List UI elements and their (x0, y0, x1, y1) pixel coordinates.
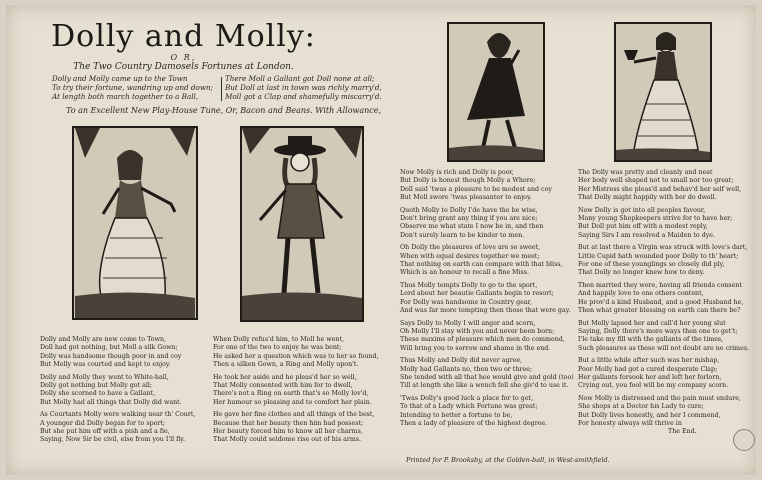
stanza (40, 374, 195, 408)
verse-line: A younger did Dolly began for to sport; (40, 419, 166, 427)
stanza (213, 411, 379, 445)
verse-line: Doll said 'twas a pleasure to be modest and coy (400, 185, 552, 193)
argument-line: There Moll a Gallant got Doll none at all; (225, 74, 375, 83)
verse-line: But at last there a Virgin was struck with love's dart, (578, 244, 748, 252)
verse-line: Intending to better a fortune to be, (400, 411, 513, 419)
verse-line: Her Mistress she pleas'd and behav'd her self well, (578, 185, 742, 193)
verse-line: Don't bring grant any thing if you are nice; (400, 215, 538, 223)
woodcut-woman-dress-icon (72, 126, 198, 320)
verse-line: For one of these younglings so closely did ply, (578, 261, 725, 269)
verse-line: Then married they were, having all friends consent (578, 281, 742, 289)
verse-line: Oh Dolly the pleasures of love are so sweet, (400, 244, 541, 252)
stanza (400, 207, 574, 241)
verse-line: There's not a Ring on earth that's so Molly lov'd, (213, 390, 369, 398)
verse-line: Dolly and Molly are new come to Town, (40, 336, 167, 343)
argument-line: Moll got a Clap and shamefully miscarry'd. (225, 92, 382, 101)
verse-line: He prov'd a kind Husband, and a good Husband he, (578, 298, 744, 306)
argument-line: At length both march together to a Ball, (52, 92, 199, 101)
ballad-title: Dolly and Molly: (51, 19, 316, 54)
verse-line: Will bring you to sorrow and shame in the end. (400, 344, 551, 352)
verse-line: Dolly was handsome though poor in and coy (40, 352, 182, 360)
verse-line: Dolly she scorned to have a Gallant, (40, 390, 156, 398)
verse-line: But Molly lapsed her and call'd her young slut (578, 319, 726, 327)
verse-line: Her gallants forsook her and left her forlorn, (578, 373, 722, 381)
verse-line: That nothing on earth can compare with that bliss, (400, 261, 563, 269)
imprint-line: Printed for P. Brooksby, at the Golden-ball, in West-smithfield. (406, 456, 610, 464)
verse-line: Little Cupid hath wounded poor Dolly to th' heart; (578, 252, 739, 260)
tune-line: To an Excellent New Play-House Tune, Or, Bacon and Beans. With Allowance, (66, 106, 382, 115)
stanza (578, 169, 749, 203)
verse-line: That Molly could seldome rise out of his arms. (213, 436, 362, 444)
verse-column-3 (400, 169, 574, 432)
argument-line: But Doll at last in town was richly marry'd, (225, 83, 382, 92)
verse-line: But Moll swore 'twas pleasanter to enjoy. (400, 194, 532, 202)
library-stamp-icon (733, 429, 755, 451)
verse-line: But Molly was courted and kept to enjoy. (40, 361, 171, 369)
verse-line: For one of the two to enjoy he was bent; (213, 344, 342, 352)
stanza (578, 207, 749, 241)
argument-left (52, 74, 213, 101)
verse-line: That Molly consented with him for to dwell, (213, 382, 353, 390)
verse-line: Because that her beauty then him had possest; (213, 419, 364, 427)
stanza (578, 357, 749, 391)
verse-line: He took her aside and he pleas'd her so well, (213, 373, 357, 381)
verse-line: Till at length she like a wench fell she giv'd to use it. (400, 382, 569, 390)
verse-line: Now Molly is distressed and the pain must endure, (578, 394, 741, 402)
verse-line: Many young Shopkeepers strive for to have her; (578, 215, 733, 223)
verse-column-2 (213, 336, 379, 449)
ballad-subtitle: The Two Country Damosels Fortunes at London. (73, 62, 294, 72)
verse-line: Such pleasures as these will not doubt are no crimes. (578, 344, 750, 352)
verse-line: Oh Molly I'll stay with you and never been born; (400, 327, 555, 335)
verse-line: 'Twas Dolly's good luck a place for to get, (400, 394, 534, 402)
verse-line: Doll had got nothing, but Moll a silk Gown; (40, 344, 178, 352)
verse-line: But a little while after such was her mishap, (578, 357, 720, 365)
verse-line: But Dolly is honest though Molly a Whore; (400, 177, 536, 185)
verse-line: Her body well shaped not to small nor too great; (578, 177, 734, 185)
verse-line: To that of a Lady which Fortune was great; (400, 403, 538, 411)
stanza (40, 336, 195, 370)
verse-line: She tended with all that hee would give and gold (too) (400, 373, 574, 381)
stanza (578, 320, 749, 354)
verse-line: Which is an honour to recall a fine Miss. (400, 269, 529, 277)
or-text: O R, (170, 53, 197, 62)
verse-line: For Dolly was handsome in Country gear, (400, 298, 532, 306)
verse-line: Her humour so pleasing and to comfort her plain. (213, 398, 372, 406)
verse-line: As Courtants Molly were walking near th' Court, (40, 411, 196, 419)
verse-line: Dolly got nothing but Molly got all; (40, 382, 153, 390)
stanza (578, 282, 749, 316)
verse-line: The End. (668, 428, 697, 436)
stanza (40, 411, 195, 445)
stanza (578, 395, 749, 437)
verse-line: When Dolly refus'd him, to Moll he went, (213, 336, 344, 343)
verse-line: But Dolly lives honestly, and her I commend, (578, 411, 721, 419)
verse-line: He asked her a question which was to her so found, (213, 352, 379, 360)
verse-line: Then a silken Gown, a Ring and Molly upon't. (213, 361, 359, 369)
verse-line: Says Dolly to Molly I will anger and scorn, (400, 319, 536, 327)
woodcut-man-cloak-icon (447, 22, 545, 162)
stanza (400, 357, 574, 391)
verse-line: Poor Molly had got a cured desperate Clap; (578, 365, 718, 373)
stanza (400, 244, 574, 278)
broadside-sheet (6, 5, 756, 475)
stanza (213, 336, 379, 370)
verse-line: Don't surely learn to be kinder to men. (400, 231, 525, 239)
verse-line: Observe me what state I now be in, and then (400, 223, 544, 231)
verse-line: Now Dolly is got into all peoples favour, (578, 206, 706, 214)
verse-line: And happily love to one others content, (578, 290, 704, 298)
verse-line: He gave her fine clothes and all things of the best, (213, 411, 375, 419)
verse-column-1 (40, 336, 195, 449)
verse-line: Lord about her beautie Gallants begin to resort; (400, 290, 554, 298)
verse-line: Her beauty forced him to know all her charms, (213, 428, 363, 436)
verse-line: Thus Molly and Dolly did never agree, (400, 357, 523, 365)
verse-line: But Molly had all things that Dolly did want. (40, 398, 182, 406)
verse-line: Then a lady of pleasure of the highest degree. (400, 419, 548, 427)
stanza (213, 374, 379, 408)
verse-column-4 (578, 169, 749, 441)
verse-line: That Dolly no longer knew how to deny. (578, 269, 705, 277)
verse-line: These maxims of pleasure which men do commend, (400, 336, 565, 344)
verse-line: The Dolly was pretty and cleanly and neat (578, 169, 713, 176)
verse-line: Then what greater blessing on earth can there be? (578, 307, 741, 315)
verse-line: Now Molly is rich and Dolly is poor, (400, 169, 514, 176)
argument-right (225, 74, 382, 101)
verse-line: Saying Sirs I am resolved a Maiden to dye. (578, 231, 716, 239)
stanza (400, 282, 574, 316)
verse-line: Saying, Now Sir be civil, else from you I'll fly. (40, 436, 186, 444)
argument-divider (221, 77, 222, 101)
verse-line: Thus Molly tempts Dolly to go to the sport, (400, 281, 538, 289)
verse-line: But she put him off with a pish and a fie, (40, 428, 170, 436)
woodcut-lady-cup-icon (614, 22, 712, 162)
argument-line: Dolly and Molly came up to the Town (52, 74, 188, 83)
verse-line: Quoth Molly to Dolly I'de have the be wise, (400, 206, 538, 214)
verse-line: Crying out, you fool will be my company scorn. (578, 382, 729, 390)
stanza (400, 169, 574, 203)
verse-line: That Dolly might happily with her do dwell. (578, 194, 717, 202)
verse-line: I'le take my fill with the gallants of the times, (578, 336, 724, 344)
verse-line: But Doll put him off with a modest reply, (578, 223, 708, 231)
stanza (400, 395, 574, 429)
stanza (578, 244, 749, 278)
stanza (400, 320, 574, 354)
verse-line: Dolly and Molly they went to White-hall, (40, 373, 169, 381)
verse-line: For honesty always will thrive in (578, 419, 682, 427)
verse-line: When with equal desires together we meet; (400, 252, 540, 260)
verse-line: And was far more tempting then those that were gay. (400, 307, 571, 315)
argument-line: To try their fortune, wandring up and down; (52, 83, 214, 92)
verse-line: She shops at a Doctor his Lady to cure; (578, 403, 704, 411)
verse-line: Molly had Gallants no, then two or three; (400, 365, 532, 373)
woodcut-cavalier-hat-icon (240, 126, 364, 322)
verse-line: Saying, Dolly there's more ways then one to get't; (578, 327, 738, 335)
